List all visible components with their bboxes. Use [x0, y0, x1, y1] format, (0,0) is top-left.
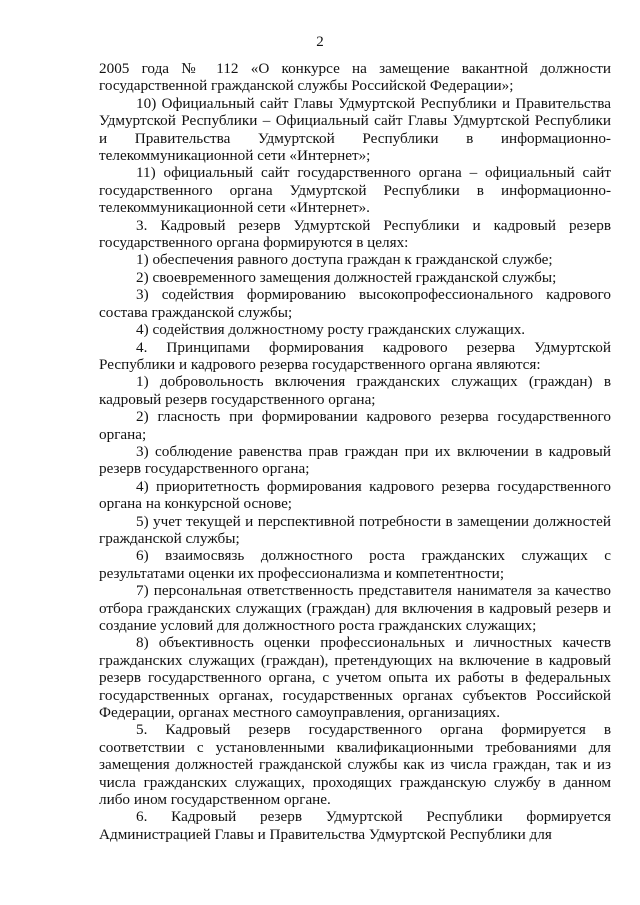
paragraph-section-3-item-4: 4) содействия должностному росту гражданских служащих. [136, 321, 526, 339]
paragraph-section-4: 4. Принципами формирования кадрового резерва Удмуртской Республики и кадрового резерва государственного органа являются: [99, 338, 611, 373]
paragraph-section-4-item-5: 5) учет текущей и перспективной потребности в замещении должностей гражданской службы; [99, 512, 611, 547]
paragraph-section-4-item-2: 2) гласность при формировании кадрового резерва государственного органа; [99, 408, 611, 443]
paragraph-section-3-item-1: 1) обеспечения равного доступа граждан к гражданской службе; [136, 251, 553, 269]
paragraph-section-3-item-3: 3) содействия формированию высокопрофессионального кадрового состава гражданской службы; [99, 286, 611, 321]
paragraph-section-4-item-7: 7) персональная ответственность представителя нанимателя за качество отбора гражданских служащих (граждан) для включения в кадровый резерв и создание условий для должностного роста гражданских служащих; [99, 582, 611, 634]
paragraph-section-3: 3. Кадровый резерв Удмуртской Республики и кадровый резерв государственного органа формируются в целях: [99, 216, 611, 252]
paragraph-section-5: 5. Кадровый резерв государственного органа формируется в соответствии с установленными квалификационными требованиями для замещения должностей гражданской службы как из числа граждан, так и из числа гражданских служащих, проходящих гражданскую службу в данном либо ином государственном органе. [99, 721, 611, 809]
paragraph-section-6: 6. Кадровый резерв Удмуртской Республики формируется Администрацией Главы и Правительства Удмуртской Республики для [99, 808, 611, 843]
paragraph-section-4-item-4: 4) приоритетность формирования кадрового резерва государственного органа на конкурсной основе; [99, 477, 611, 513]
paragraph-section-4-item-1: 1) добровольность включения гражданских служащих (граждан) в кадровый резерв государственного органа; [99, 373, 611, 408]
page-number: 2 [316, 34, 324, 50]
paragraph-item-10: 10) Официальный сайт Главы Удмуртской Республики и Правительства Удмуртской Республики – Официальный сайт Главы Удмуртской Республики и Правительства Удмуртской Республики в информационно-телекоммуникационной сети «Интернет»; [99, 94, 611, 165]
paragraph-section-4-item-6: 6) взаимосвязь должностного роста гражданских служащих с результатами оценки их профессионализма и компетентности; [99, 547, 611, 582]
paragraph-item-11: 11) официальный сайт государственного органа – официальный сайт государственного органа Удмуртской Республики в информационно-телекоммуникационной сети «Интернет». [99, 164, 611, 217]
document-body [99, 60, 611, 843]
paragraph-section-3-item-2: 2) своевременного замещения должностей гражданской службы; [136, 268, 557, 286]
paragraph-section-4-item-3: 3) соблюдение равенства прав граждан при их включении в кадровый резерв государственного органа; [99, 442, 611, 478]
paragraph-continuation: 2005 года № 112 «О конкурсе на замещение вакантной должности государственной гражданской службы Российской Федерации»; [99, 60, 611, 95]
paragraph-section-4-item-8: 8) объективность оценки профессиональных и личностных качеств гражданских служащих (граждан), претендующих на включение в кадровый резерв государственного органа, с учетом опыта их работы в федеральных государственных органах, государственных органах субъектов Российской Федерации, органах местного самоуправления, организациях. [99, 634, 611, 722]
